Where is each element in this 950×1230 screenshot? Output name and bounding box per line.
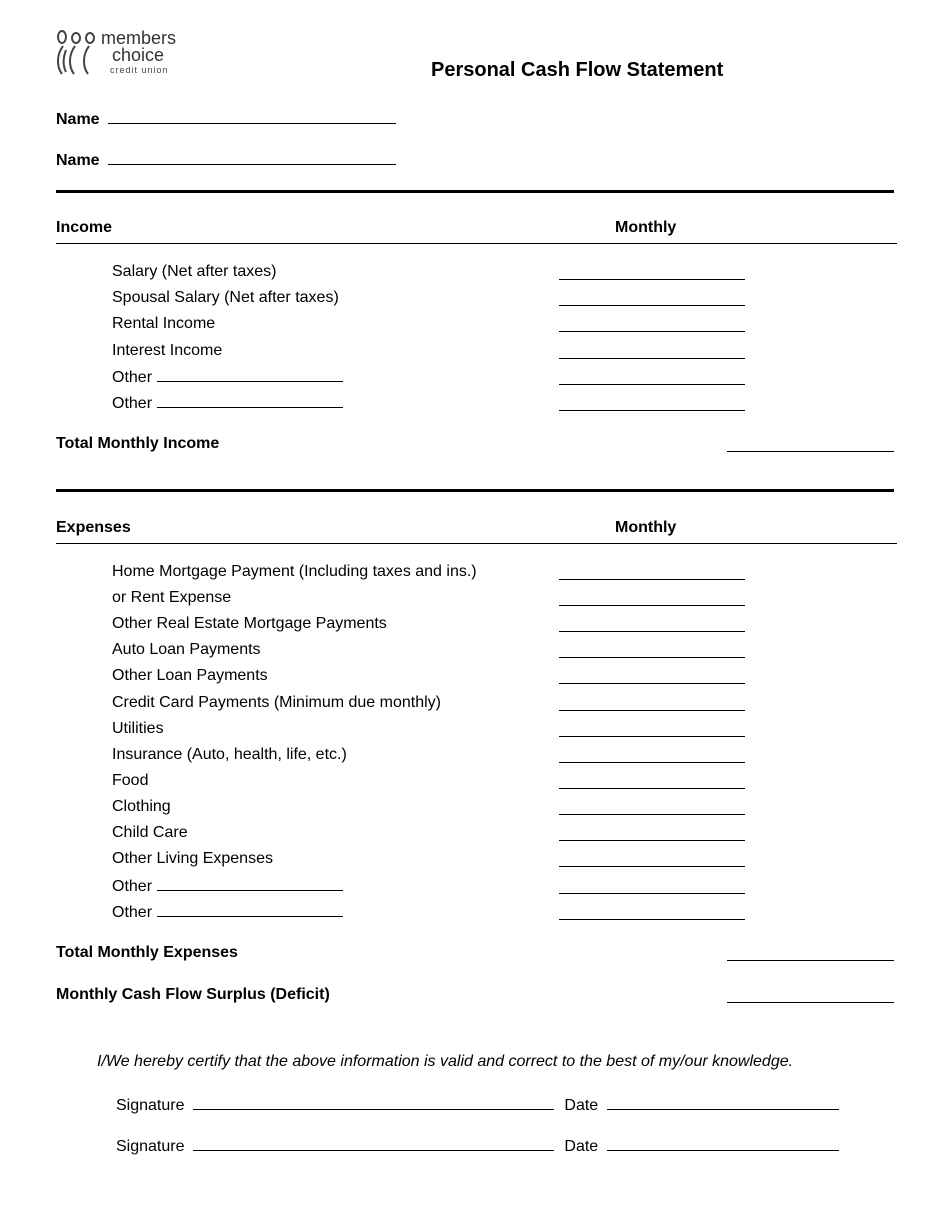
expense-item-label: Other Real Estate Mortgage Payments (112, 615, 387, 632)
logo (54, 28, 194, 78)
signature-label: Signature (116, 1138, 185, 1155)
income-amount-blank[interactable] (559, 358, 745, 359)
expense-item-label: or Rent Expense (112, 589, 232, 606)
surplus-label: Monthly Cash Flow Surplus (Deficit) (56, 986, 330, 1003)
signature-line-2 (116, 1136, 839, 1157)
income-item-label: Other (112, 369, 153, 386)
expense-amount-blank[interactable] (559, 605, 745, 606)
income-amount-blank[interactable] (559, 279, 745, 280)
expense-row (112, 849, 273, 869)
name-blank[interactable] (108, 109, 396, 124)
expense-row (112, 902, 343, 922)
income-amount-blank[interactable] (559, 331, 745, 332)
page-title: Personal Cash Flow Statement (431, 59, 724, 81)
expense-row (112, 666, 268, 686)
certification-statement: I/We hereby certify that the above information is valid and correct to the best of my/our knowledge. (97, 1053, 794, 1070)
expense-item-label: Clothing (112, 798, 171, 815)
total-monthly-income-label: Total Monthly Income (56, 435, 220, 452)
expense-amount-blank[interactable] (559, 919, 745, 920)
date-blank[interactable] (607, 1136, 839, 1151)
expense-row (112, 614, 387, 634)
income-row (112, 262, 277, 282)
income-row (112, 341, 222, 361)
logo-line-choice: choice (112, 45, 165, 65)
section-divider (56, 190, 894, 193)
expense-item-label: Other Living Expenses (112, 850, 273, 867)
expense-row (112, 588, 231, 608)
expense-row (112, 797, 171, 817)
expense-amount-blank[interactable] (559, 788, 745, 789)
expense-amount-blank[interactable] (559, 579, 745, 580)
signature-blank[interactable] (193, 1136, 554, 1151)
other-description-blank[interactable] (157, 367, 343, 382)
income-item-label: Interest Income (112, 342, 223, 359)
expense-amount-blank[interactable] (559, 736, 745, 737)
expense-item-label: Other (112, 878, 153, 895)
total-monthly-income-blank[interactable] (727, 451, 894, 452)
income-row (112, 367, 343, 387)
expense-item-label: Auto Loan Payments (112, 641, 261, 658)
other-description-blank[interactable] (157, 876, 343, 891)
total-monthly-expenses-blank[interactable] (727, 960, 894, 961)
expense-row (112, 693, 441, 713)
expense-item-label: Other Loan Payments (112, 667, 268, 684)
expenses-header-underline (56, 543, 897, 544)
expense-amount-blank[interactable] (559, 710, 745, 711)
signature-blank[interactable] (193, 1095, 554, 1110)
expense-row (112, 823, 188, 843)
surplus-blank[interactable] (727, 1002, 894, 1003)
date-label: Date (564, 1138, 599, 1155)
signature-line-1 (116, 1095, 839, 1116)
expense-item-label: Utilities (112, 720, 164, 737)
name-blank[interactable] (108, 150, 396, 165)
expenses-monthly-header: Monthly (615, 519, 677, 536)
total-monthly-expenses-label: Total Monthly Expenses (56, 944, 238, 961)
income-item-label: Other (112, 395, 153, 412)
expense-row (112, 719, 164, 739)
expense-amount-blank[interactable] (559, 762, 745, 763)
expense-item-label: Food (112, 772, 149, 789)
date-label: Date (564, 1097, 599, 1114)
income-row (112, 314, 215, 334)
expense-amount-blank[interactable] (559, 631, 745, 632)
expense-row (112, 876, 343, 896)
expense-amount-blank[interactable] (559, 683, 745, 684)
expense-row (112, 562, 477, 582)
expense-amount-blank[interactable] (559, 840, 745, 841)
income-header-underline (56, 243, 897, 244)
income-item-label: Spousal Salary (Net after taxes) (112, 289, 339, 306)
income-amount-blank[interactable] (559, 410, 745, 411)
logo-line-credit-union: credit union (110, 65, 169, 75)
income-item-label: Rental Income (112, 315, 216, 332)
income-item-label: Salary (Net after taxes) (112, 263, 277, 280)
income-monthly-header: Monthly (615, 219, 677, 236)
expense-row (112, 640, 261, 660)
expenses-header: Expenses (56, 519, 131, 536)
date-blank[interactable] (607, 1095, 839, 1110)
expense-item-label: Home Mortgage Payment (Including taxes and ins.) (112, 563, 477, 580)
expense-amount-blank[interactable] (559, 893, 745, 894)
name-label: Name (56, 111, 100, 128)
logo-figures-icon (54, 28, 102, 78)
expense-amount-blank[interactable] (559, 814, 745, 815)
income-row (112, 288, 339, 308)
income-amount-blank[interactable] (559, 305, 745, 306)
signature-label: Signature (116, 1097, 185, 1114)
name-label: Name (56, 152, 100, 169)
other-description-blank[interactable] (157, 393, 343, 408)
expense-item-label: Child Care (112, 824, 188, 841)
name-field-2[interactable] (56, 150, 396, 171)
expense-item-label: Insurance (Auto, health, life, etc.) (112, 746, 347, 763)
expense-amount-blank[interactable] (559, 657, 745, 658)
section-divider (56, 489, 894, 492)
logo-line-members: members (101, 28, 177, 48)
income-amount-blank[interactable] (559, 384, 745, 385)
income-row (112, 393, 343, 413)
name-field-1[interactable] (56, 109, 396, 130)
other-description-blank[interactable] (157, 902, 343, 917)
income-header: Income (56, 219, 113, 236)
expense-row (112, 745, 347, 765)
expense-item-label: Other (112, 904, 153, 921)
expense-item-label: Credit Card Payments (Minimum due monthly) (112, 694, 441, 711)
expense-amount-blank[interactable] (559, 866, 745, 867)
expense-row (112, 771, 148, 791)
